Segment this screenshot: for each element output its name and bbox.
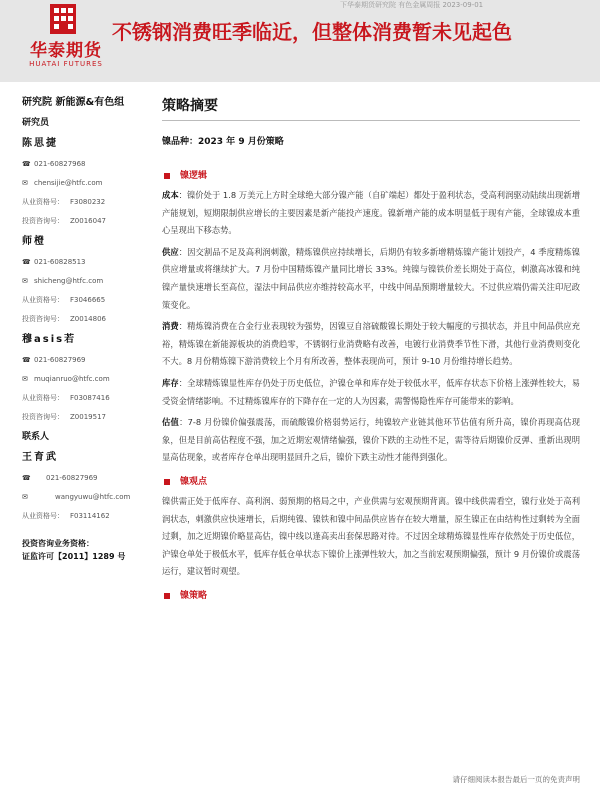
disclaimer-footer: 请仔细阅读本报告最后一页的免责声明 (452, 775, 580, 784)
phone-icon: ☎ (22, 356, 31, 364)
section-heading: 镍逻辑 (162, 165, 580, 187)
analyst-phone: ☎ 021-60827969 (22, 356, 86, 364)
analyst-email[interactable]: ✉ muqianruo@htfc.com (22, 375, 110, 383)
main-content (162, 96, 580, 607)
analyst-name: 师橙 (22, 236, 46, 247)
analyst-cert: 从业资格号： F03087416 (22, 394, 110, 402)
analyst-card (22, 136, 142, 234)
analyst-cert: 从业资格号： F3046665 (22, 296, 106, 304)
report-header (0, 0, 600, 82)
logo-mark-icon (44, 2, 82, 36)
department-title: 研究院 新能源&有色组 (22, 97, 125, 108)
researcher-label: 研究员 (22, 118, 50, 128)
analyst-cert: 从业资格号： F3080232 (22, 198, 106, 206)
license-line-2: 证监许可【2011】1289 号 (22, 552, 126, 561)
company-logo (22, 2, 110, 74)
email-icon: ✉ (22, 375, 28, 383)
strategy-subtitle: 镍品种：2023 年 9 月份策略 (162, 137, 284, 147)
bullet-square-icon (164, 173, 170, 179)
contact-label: 联系人 (22, 432, 50, 442)
phone-icon: ☎ (22, 258, 31, 266)
email-icon: ✉ (22, 179, 28, 187)
report-headline: 不锈钢消费旺季临近，但整体消费暂未见起色 (112, 20, 512, 44)
analyst-name: 穆asis若 (22, 334, 77, 345)
contact-phone: ☎ 021-60827969 (22, 474, 98, 482)
analyst-invest: 投资咨询号： Z0016047 (22, 217, 106, 225)
analyst-invest: 投资咨询号： Z0019517 (22, 413, 106, 421)
analyst-email[interactable]: ✉ shicheng@htfc.com (22, 277, 104, 285)
license-line-1: 投资咨询业务资格： (22, 539, 94, 548)
paragraph-consumption: 消费：精炼镍消费在合金行业表现较为强势，因镍豆自溶硫酸镍长期处于较大幅度的亏损状态，并且中间品供应充裕，精炼镍在新能源板块的消费趋零，不锈钢行业消费略有改善，电镀行业消费季节性下滑，其他行业消费则变化不大。8 月份精炼镍下游消费较上个月有所改善，整体表现尚可，预计 9-10 月份维持增长趋势。 (162, 321, 580, 367)
paragraph-inventory: 库存：全球精炼镍显性库存仍处于历史低位，沪镍仓单和库存处于较低水平，低库存状态下价格上涨弹性较大，易受资金情绪影响。不过精炼镍库存的下降存在一定的人为因素，需警惕隐性库存可能带来的影响。 (162, 377, 580, 406)
paragraph-supply: 供应：因交割品不足及高利润刺激，精炼镍供应持续增长，后期仍有较多新增精炼镍产能计划投产，4 季度精炼镍供应增量或将继续扩大。7 月份中国精炼镍产量同比增长 33%。纯镍与镍铁价差长期处于高位，刺激高冰镍和纯镍产量快速增长至高位，湿法中间品供应亦维持较高水平，中线中间品预期增量较大。不过供应端仍需关注印尼政策变化。 (162, 246, 580, 310)
bullet-square-icon (164, 479, 170, 485)
logo-en-text: HUATAI FUTURES (29, 60, 103, 68)
analyst-email[interactable]: ✉ chensijie@htfc.com (22, 179, 103, 187)
phone-icon: ☎ (22, 474, 31, 482)
contact-name: 王育武 (22, 452, 58, 463)
paragraph-valuation: 估值：7-8 月份镍价偏强震荡，而硫酸镍价格弱势运行，纯镍较产业链其他环节估值有所升高，镍价再现高估现象，但是目前高估程度不强，加之近期宏观情绪偏强，镍价下跌的主动性不足，需等待后期镍价反弹、重新出现明显高估现象，或者库存仓单出现明显回升之后，镍价下跌主动性才能得到强化。 (162, 417, 580, 463)
analyst-name: 陈思捷 (22, 138, 58, 149)
contact-card (22, 450, 142, 529)
paragraph-cost: 成本：镍价处于 1.8 万美元上方时全球绝大部分镍产能（自矿端起）都处于盈利状态，受高利润驱动陆续出现新增产能规划，短期限制供应增长的主要因素是新产能投产速度。镍新增产能的成本明显低于现有产能，全球镍成本重心呈现出下移态势。 (162, 190, 580, 236)
analyst-phone: ☎ 021-60827968 (22, 160, 86, 168)
analyst-card (22, 332, 142, 430)
email-icon: ✉ (22, 493, 28, 501)
analyst-phone: ☎ 021-60828513 (22, 258, 86, 266)
contact-cert: 从业资格号： F03114162 (22, 512, 110, 520)
bullet-square-icon (164, 593, 170, 599)
section-heading: 镍观点 (162, 471, 580, 493)
phone-icon: ☎ (22, 160, 31, 168)
email-icon: ✉ (22, 277, 28, 285)
logo-cn-text: 华泰期货 (30, 41, 102, 61)
paragraph-view: 镍供需正处于低库存、高利润、弱预期的格局之中，产业供需与宏观预期背离。镍中线供需看空，镍行业处于高利润状态，刺激供应快速增长，后期纯镍、镍铁和镍中间品供应皆存在较大增量，原生镍正在由结构性过剩转为全面过剩，加之近期镍价略显高估，镍中线以逢高卖出套保思路对待。不过因全球精炼镍显性库存依然处于历史低位，沪镍仓单处于极低水平，低库存低仓单状态下镍价上涨弹性较大，加之当前宏观预期偏强，预计 9 月份镍价或震荡运行，建议暂时观望。 (162, 495, 580, 577)
divider (162, 120, 580, 121)
sidebar (22, 96, 142, 563)
analyst-card (22, 234, 142, 332)
section-heading: 镍策略 (162, 585, 580, 607)
header-top-text: 下华泰期货研究院 有色金属周报 2023-09-01 (340, 1, 484, 9)
contact-email[interactable]: ✉ wangyuwu@htfc.com (22, 493, 131, 501)
summary-title: 策略摘要 (162, 98, 218, 114)
analyst-invest: 投资咨询号： Z0014806 (22, 315, 106, 323)
